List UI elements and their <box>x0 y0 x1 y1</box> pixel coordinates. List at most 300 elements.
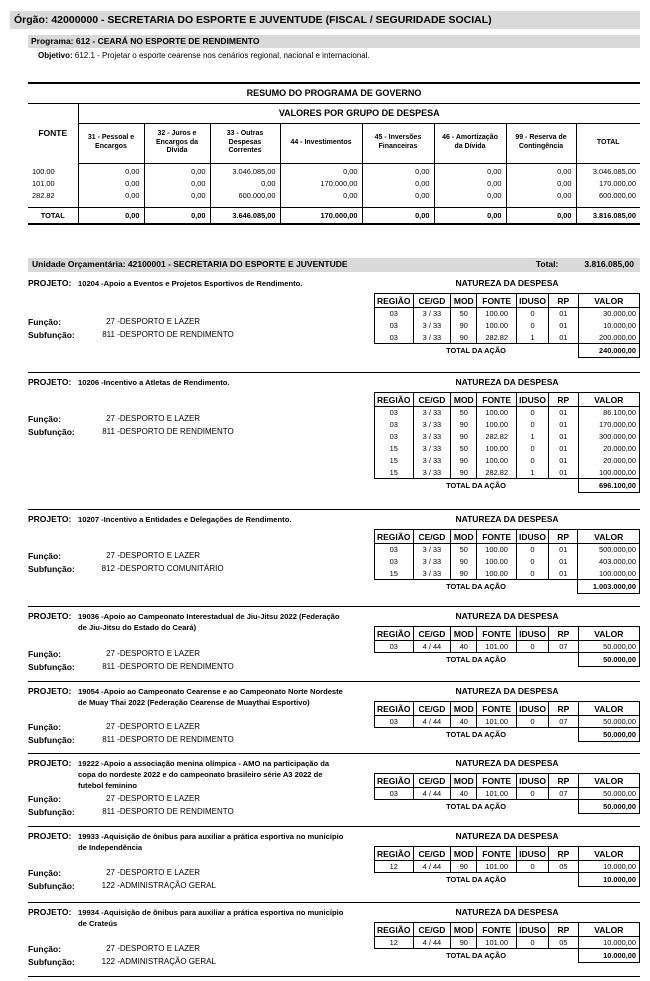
funcao-code: 27 <box>106 551 115 560</box>
natureza-col-header: REGIÃO <box>375 393 414 407</box>
natureza-cell: 50.000,00 <box>578 716 639 728</box>
funcao-code: 27 <box>106 944 115 953</box>
subfuncao-name: DESPORTO DE RENDIMENTO <box>119 330 234 339</box>
resumo-value: 0,00 <box>362 177 434 189</box>
resumo-title: RESUMO DO PROGRAMA DE GOVERNO <box>28 83 640 103</box>
resumo-total-value: 0,00 <box>362 207 434 224</box>
natureza-cell: 200.000,00 <box>578 332 639 344</box>
natureza-cell: 3 / 33 <box>413 556 451 568</box>
natureza-cell: 03 <box>375 431 414 443</box>
resumo-total-value: 0,00 <box>506 207 576 224</box>
resumo-value: 3.046.085,00 <box>592 167 636 177</box>
fonte-header: FONTE <box>28 103 78 163</box>
natureza-col-header: IDUSO <box>517 702 549 716</box>
natureza-cell: 101.00 <box>477 788 517 800</box>
natureza-col-header: MOD <box>451 702 477 716</box>
natureza-row <box>375 568 640 580</box>
natureza-cell: 90 <box>451 861 477 873</box>
natureza-row <box>375 308 640 320</box>
natureza-col-header: IDUSO <box>517 393 549 407</box>
natureza-cell: 3 / 33 <box>413 308 451 320</box>
projeto-name: Aquisição de ônibus para auxiliar a prática esportiva no município de Crateús <box>78 908 344 928</box>
natureza-col-header: MOD <box>451 627 477 641</box>
natureza-col-header: CE/GD <box>413 627 451 641</box>
natureza-table <box>374 392 640 493</box>
natureza-col-header: RP <box>549 702 579 716</box>
resumo-value: 600.000,00 <box>210 189 280 201</box>
natureza-col-header: FONTE <box>477 294 517 308</box>
funcao-label: Função: <box>28 414 62 424</box>
natureza-row <box>375 641 640 653</box>
funcao-code: 27 <box>106 868 115 877</box>
natureza-cell: 01 <box>548 556 577 568</box>
natureza-cell: 0 <box>516 556 548 568</box>
funcao-code: 27 <box>106 722 115 731</box>
natureza-col-header: REGIÃO <box>375 530 414 544</box>
projeto-block <box>28 684 640 754</box>
total-acao-value: 696.100,00 <box>578 479 639 493</box>
natureza-cell: 100.00 <box>477 308 517 320</box>
natureza-cell: 4 / 44 <box>413 641 451 653</box>
resumo-value: 0,00 <box>144 177 210 189</box>
natureza-cell: 05 <box>549 861 579 873</box>
natureza-col-header: VALOR <box>578 774 639 788</box>
programa-header: Programa: 612 - CEARÁ NO ESPORTE DE RENDIMENTO <box>28 35 640 48</box>
resumo-value: 3.046.085,00 <box>210 163 280 177</box>
natureza-cell: 10.000,00 <box>578 861 639 873</box>
resumo-col-header: 46 - Amortização da Dívida <box>434 123 506 163</box>
natureza-cell: 50.000,00 <box>578 788 639 800</box>
resumo-subtitle: VALORES POR GRUPO DE DESPESA <box>78 103 640 123</box>
natureza-row <box>375 443 640 455</box>
natureza-row <box>375 332 640 344</box>
subfuncao-code: 811 <box>102 330 115 339</box>
projeto-name: Apoio ao Campeonato Cearense e ao Campeonato Norte Nordeste de Muay Thai 2022 (Federação Cearense de Muaythai Esportivo) <box>78 687 343 707</box>
natureza-row <box>375 788 640 800</box>
resumo-value: 0,00 <box>78 177 144 189</box>
subfuncao-label: Subfunção: <box>28 957 75 967</box>
resumo-value: 0,00 <box>362 189 434 201</box>
natureza-col-header: VALOR <box>578 627 639 641</box>
natureza-cell: 01 <box>548 544 577 556</box>
natureza-cell: 90 <box>451 556 477 568</box>
projeto-title: PROJETO: 10204 -Apoio a Eventos e Projetos Esportivos de Rendimento. <box>28 278 303 288</box>
natureza-col-header: RP <box>549 393 579 407</box>
natureza-cell: 01 <box>549 419 579 431</box>
resumo-value: 0,00 <box>210 177 280 189</box>
natureza-row <box>375 861 640 873</box>
total-acao-label: TOTAL DA AÇÃO <box>375 653 579 667</box>
natureza-cell: 0 <box>517 937 549 949</box>
natureza-col-header: CE/GD <box>413 774 451 788</box>
natureza-cell: 01 <box>549 455 579 467</box>
natureza-col-header: REGIÃO <box>375 627 414 641</box>
projeto-name: Incentivo a Entidades e Delegações de Rendimento. <box>103 515 292 524</box>
natureza-cell: 03 <box>375 716 414 728</box>
subfuncao-code: 812 <box>101 564 115 573</box>
natureza-cell: 4 / 44 <box>413 937 451 949</box>
natureza-table <box>374 846 640 887</box>
total-acao-label: TOTAL DA AÇÃO <box>375 873 579 887</box>
resumo-value: 0,00 <box>506 177 576 189</box>
natureza-col-header: VALOR <box>578 393 639 407</box>
natureza-cell: 01 <box>549 443 579 455</box>
natureza-cell: 03 <box>375 308 414 320</box>
natureza-cell: 15 <box>375 467 414 479</box>
projeto-block <box>28 829 640 903</box>
natureza-cell: 15 <box>375 443 414 455</box>
natureza-header: NATUREZA DA DESPESA <box>455 758 559 768</box>
natureza-cell: 101.00 <box>477 861 517 873</box>
natureza-col-header: RP <box>549 294 579 308</box>
projeto-code: 19933 <box>78 832 100 841</box>
resumo-value: 0,00 <box>434 189 506 201</box>
subfuncao-line: Subfunção: 122 - ADMINISTRAÇÃO GERAL <box>28 957 216 967</box>
natureza-cell: 90 <box>451 455 477 467</box>
natureza-header: NATUREZA DA DESPESA <box>455 831 559 841</box>
natureza-cell: 10.000,00 <box>578 320 639 332</box>
funcao-name: DESPORTO E LAZER <box>119 317 201 326</box>
funcao-label: Função: <box>28 868 62 878</box>
objetivo <box>38 51 370 60</box>
total-acao-label: TOTAL DA AÇÃO <box>375 949 579 963</box>
natureza-col-header: VALOR <box>578 702 639 716</box>
natureza-cell: 3 / 33 <box>413 332 451 344</box>
resumo-value: 0,00 <box>506 163 576 177</box>
projeto-code: 10207 <box>78 515 100 524</box>
funcao-label: Função: <box>28 794 62 804</box>
subfuncao-line: Subfunção: 812 - DESPORTO COMUNITÁRIO <box>28 564 224 574</box>
natureza-header: NATUREZA DA DESPESA <box>455 686 559 696</box>
natureza-cell: 282.82 <box>477 431 517 443</box>
total-acao-value: 50.000,00 <box>578 653 639 667</box>
subfuncao-code: 811 <box>102 427 115 436</box>
projeto-label: PROJETO: <box>28 377 72 387</box>
natureza-table <box>374 701 640 742</box>
resumo-value: 0,00 <box>144 189 210 201</box>
funcao-line: Função: 27 - DESPORTO E LAZER <box>28 649 201 659</box>
projeto-title: PROJETO: 10206 -Incentivo a Atletas de Rendimento. <box>28 377 230 387</box>
natureza-col-header: VALOR <box>578 923 639 937</box>
resumo-value: 0,00 <box>434 163 506 177</box>
natureza-cell: 05 <box>549 937 579 949</box>
projeto-title: PROJETO: 19934 -Aquisição de ônibus para auxiliar a prática esportiva no município de Crateús <box>28 907 344 928</box>
natureza-col-header: IDUSO <box>517 923 549 937</box>
resumo-fonte: 282.82 <box>28 189 78 201</box>
total-acao-value: 50.000,00 <box>578 728 639 742</box>
natureza-cell: 01 <box>548 568 577 580</box>
subfuncao-line: Subfunção: 122 - ADMINISTRAÇÃO GERAL <box>28 881 216 891</box>
natureza-header: NATUREZA DA DESPESA <box>455 278 559 288</box>
resumo-value: 0,00 <box>434 177 506 189</box>
resumo-col-header: 32 - Juros e Encargos da Dívida <box>144 123 210 163</box>
orgao-header: Órgão: 42000000 - SECRETARIA DO ESPORTE E JUVENTUDE (FISCAL / SEGURIDADE SOCIAL) <box>10 11 640 29</box>
projeto-label: PROJETO: <box>28 514 72 524</box>
natureza-cell: 90 <box>451 419 477 431</box>
natureza-cell: 100.00 <box>477 556 517 568</box>
resumo-fonte: 101.00 <box>28 177 78 189</box>
natureza-cell: 90 <box>451 568 477 580</box>
funcao-name: DESPORTO E LAZER <box>119 944 201 953</box>
natureza-col-header: VALOR <box>578 530 640 544</box>
subfuncao-label: Subfunção: <box>28 735 75 745</box>
resumo-col-header: 33 - Outras Despesas Correntes <box>210 123 280 163</box>
natureza-cell: 3 / 33 <box>413 544 451 556</box>
resumo-total-value: 170.000,00 <box>280 207 362 224</box>
natureza-cell: 403.000,00 <box>578 556 640 568</box>
objetivo-text: 612.1 - Projetar o esporte cearense nos cenários regional, nacional e internacional. <box>74 51 370 60</box>
natureza-cell: 20.000,00 <box>578 443 639 455</box>
funcao-code: 27 <box>106 794 115 803</box>
natureza-cell: 01 <box>549 467 579 479</box>
resumo-table <box>28 82 640 225</box>
objetivo-label: Objetivo: <box>38 51 73 60</box>
natureza-cell: 03 <box>375 788 414 800</box>
natureza-cell: 01 <box>549 332 579 344</box>
funcao-name: DESPORTO E LAZER <box>119 868 201 877</box>
projeto-label: PROJETO: <box>28 278 72 288</box>
natureza-cell: 30.000,00 <box>578 308 639 320</box>
subfuncao-label: Subfunção: <box>28 881 75 891</box>
natureza-col-header: FONTE <box>477 774 517 788</box>
projeto-title: PROJETO: 19222 -Apoio a associação menina olímpica - AMO na participação da copa do nordeste 2022 e do campeonato brasileiro série A3 2022 de futebol feminino <box>28 758 330 790</box>
funcao-line: Função: 27 - DESPORTO E LAZER <box>28 317 201 327</box>
resumo-col-header: 99 - Reserva de Contingência <box>506 123 576 163</box>
natureza-col-header: RP <box>549 923 579 937</box>
natureza-cell: 282.82 <box>477 332 517 344</box>
natureza-cell: 10.000,00 <box>578 937 639 949</box>
total-acao-value: 10.000,00 <box>578 949 639 963</box>
subfuncao-name: ADMINISTRAÇÃO GERAL <box>119 881 216 890</box>
total-acao-label: TOTAL DA AÇÃO <box>375 344 579 358</box>
natureza-header: NATUREZA DA DESPESA <box>455 514 559 524</box>
total-acao-label: TOTAL DA AÇÃO <box>375 580 578 594</box>
natureza-cell: 1 <box>517 332 549 344</box>
natureza-cell: 01 <box>549 407 579 419</box>
natureza-col-header: MOD <box>451 393 477 407</box>
natureza-col-header: FONTE <box>477 847 517 861</box>
natureza-col-header: CE/GD <box>413 923 451 937</box>
natureza-cell: 0 <box>517 320 549 332</box>
natureza-col-header: MOD <box>451 923 477 937</box>
natureza-row <box>375 556 640 568</box>
funcao-line: Função: 27 - DESPORTO E LAZER <box>28 794 201 804</box>
subfuncao-label: Subfunção: <box>28 807 75 817</box>
natureza-col-header: MOD <box>451 294 477 308</box>
funcao-line: Função: 27 - DESPORTO E LAZER <box>28 868 201 878</box>
natureza-cell: 3 / 33 <box>413 419 451 431</box>
projeto-label: PROJETO: <box>28 686 72 696</box>
natureza-cell: 50 <box>451 308 477 320</box>
natureza-row <box>375 455 640 467</box>
subfuncao-code: 122 <box>101 957 115 966</box>
projeto-code: 19934 <box>78 908 100 917</box>
natureza-cell: 0 <box>517 443 549 455</box>
projeto-name: Incentivo a Atletas de Rendimento. <box>103 378 230 387</box>
natureza-col-header: RP <box>548 530 577 544</box>
subfuncao-code: 122 <box>101 881 115 890</box>
natureza-cell: 01 <box>549 320 579 332</box>
natureza-cell: 4 / 44 <box>413 716 451 728</box>
funcao-line: Função: 27 - DESPORTO E LAZER <box>28 944 201 954</box>
unidade-label: Unidade Orçamentária: 42100001 - SECRETARIA DO ESPORTE E JUVENTUDE <box>32 259 348 269</box>
funcao-name: DESPORTO E LAZER <box>119 649 201 658</box>
projeto-block <box>28 512 640 607</box>
natureza-table <box>374 529 640 594</box>
natureza-cell: 0 <box>517 788 549 800</box>
resumo-row <box>28 189 640 201</box>
natureza-cell: 3 / 33 <box>413 568 451 580</box>
resumo-value: 170.000,00 <box>280 177 362 189</box>
resumo-value: 0,00 <box>506 189 576 201</box>
resumo-value: 0,00 <box>362 163 434 177</box>
projeto-block <box>28 375 640 510</box>
total-acao-value: 240.000,00 <box>578 344 639 358</box>
natureza-cell: 3 / 33 <box>413 455 451 467</box>
natureza-cell: 170.000,00 <box>578 419 639 431</box>
natureza-cell: 0 <box>517 419 549 431</box>
natureza-col-header: IDUSO <box>517 847 549 861</box>
natureza-cell: 40 <box>451 641 477 653</box>
subfuncao-name: DESPORTO DE RENDIMENTO <box>119 735 234 744</box>
natureza-col-header: REGIÃO <box>375 847 414 861</box>
natureza-cell: 3 / 33 <box>413 431 451 443</box>
natureza-cell: 100.00 <box>477 455 517 467</box>
natureza-cell: 0 <box>517 716 549 728</box>
natureza-col-header: CE/GD <box>413 393 451 407</box>
natureza-row <box>375 431 640 443</box>
subfuncao-name: DESPORTO DE RENDIMENTO <box>119 662 234 671</box>
natureza-cell: 50.000,00 <box>578 641 639 653</box>
natureza-table <box>374 626 640 667</box>
natureza-col-header: MOD <box>451 530 477 544</box>
resumo-col-header: TOTAL <box>576 123 640 163</box>
resumo-total-row <box>28 207 640 224</box>
subfuncao-label: Subfunção: <box>28 564 75 574</box>
natureza-cell: 40 <box>451 716 477 728</box>
natureza-cell: 07 <box>549 716 579 728</box>
subfuncao-name: DESPORTO DE RENDIMENTO <box>119 427 234 436</box>
resumo-total-label: TOTAL <box>28 207 78 224</box>
funcao-line: Função: 27 - DESPORTO E LAZER <box>28 414 201 424</box>
subfuncao-label: Subfunção: <box>28 427 75 437</box>
natureza-cell: 100.00 <box>477 544 517 556</box>
natureza-col-header: CE/GD <box>413 530 451 544</box>
natureza-cell: 3 / 33 <box>413 407 451 419</box>
natureza-cell: 0 <box>517 861 549 873</box>
natureza-cell: 15 <box>375 455 414 467</box>
natureza-col-header: RP <box>549 847 579 861</box>
projeto-code: 10204 <box>78 279 100 288</box>
projeto-title: PROJETO: 19036 -Apoio ao Campeonato Interestadual de Jiu-Jitsu 2022 (Federação de Jiu-Jitsu do Estado do Ceará) <box>28 611 340 632</box>
natureza-cell: 1 <box>517 431 549 443</box>
natureza-cell: 101.00 <box>477 716 517 728</box>
subfuncao-label: Subfunção: <box>28 662 75 672</box>
subfuncao-line: Subfunção: 811 - DESPORTO DE RENDIMENTO <box>28 330 234 340</box>
natureza-col-header: FONTE <box>477 702 517 716</box>
projeto-label: PROJETO: <box>28 611 72 621</box>
unidade-total-value: 3.816.085,00 <box>584 259 634 269</box>
natureza-cell: 101.00 <box>477 937 517 949</box>
total-acao-label: TOTAL DA AÇÃO <box>375 800 579 814</box>
funcao-label: Função: <box>28 551 62 561</box>
total-acao-label: TOTAL DA AÇÃO <box>375 479 579 493</box>
total-acao-label: TOTAL DA AÇÃO <box>375 728 579 742</box>
projeto-name: Apoio ao Campeonato Interestadual de Jiu-Jitsu 2022 (Federação de Jiu-Jitsu do Estado do Ceará) <box>78 612 340 632</box>
resumo-total-value: 3.646.085,00 <box>210 207 280 224</box>
natureza-col-header: MOD <box>451 774 477 788</box>
natureza-table <box>374 922 640 963</box>
funcao-label: Função: <box>28 944 62 954</box>
subfuncao-line: Subfunção: 811 - DESPORTO DE RENDIMENTO <box>28 662 234 672</box>
natureza-cell: 100.00 <box>477 320 517 332</box>
natureza-cell: 4 / 44 <box>413 861 451 873</box>
funcao-label: Função: <box>28 317 62 327</box>
natureza-row <box>375 544 640 556</box>
natureza-cell: 0 <box>517 308 549 320</box>
natureza-cell: 03 <box>375 407 414 419</box>
natureza-cell: 282.82 <box>477 467 517 479</box>
natureza-col-header: RP <box>549 774 579 788</box>
natureza-col-header: CE/GD <box>413 702 451 716</box>
unidade-header <box>28 258 640 272</box>
funcao-name: DESPORTO E LAZER <box>119 551 201 560</box>
natureza-header: NATUREZA DA DESPESA <box>455 907 559 917</box>
subfuncao-line: Subfunção: 811 - DESPORTO DE RENDIMENTO <box>28 807 234 817</box>
natureza-cell: 86.100,00 <box>578 407 639 419</box>
natureza-col-header: REGIÃO <box>375 294 414 308</box>
natureza-cell: 3 / 33 <box>413 443 451 455</box>
projeto-block <box>28 905 640 977</box>
subfuncao-code: 811 <box>102 662 115 671</box>
natureza-col-header: IDUSO <box>517 627 549 641</box>
natureza-cell: 0 <box>517 407 549 419</box>
natureza-cell: 12 <box>375 937 414 949</box>
resumo-col-header: 45 - Inversões Financeiras <box>362 123 434 163</box>
natureza-col-header: CE/GD <box>413 294 451 308</box>
natureza-cell: 03 <box>375 544 414 556</box>
natureza-col-header: VALOR <box>578 847 639 861</box>
total-acao-value: 10.000,00 <box>578 873 639 887</box>
natureza-cell: 3 / 33 <box>413 320 451 332</box>
subfuncao-name: ADMINISTRAÇÃO GERAL <box>119 957 216 966</box>
projeto-name: Aquisição de ônibus para auxiliar a prática esportiva no município de Independência <box>78 832 344 852</box>
natureza-row <box>375 407 640 419</box>
natureza-cell: 0 <box>516 544 548 556</box>
subfuncao-code: 811 <box>102 807 115 816</box>
natureza-col-header: FONTE <box>477 923 517 937</box>
subfuncao-name: DESPORTO COMUNITÁRIO <box>119 564 224 573</box>
natureza-header: NATUREZA DA DESPESA <box>455 377 559 387</box>
natureza-cell: 15 <box>375 568 414 580</box>
projeto-title: PROJETO: 10207 -Incentivo a Entidades e Delegações de Rendimento. <box>28 514 292 524</box>
natureza-cell: 40 <box>451 788 477 800</box>
natureza-cell: 90 <box>451 937 477 949</box>
natureza-col-header: MOD <box>451 847 477 861</box>
natureza-cell: 07 <box>549 788 579 800</box>
natureza-cell: 03 <box>375 641 414 653</box>
projeto-block <box>28 276 640 373</box>
natureza-cell: 90 <box>451 467 477 479</box>
unidade-total-label: Total: <box>535 259 559 269</box>
projeto-name: Apoio a associação menina olímpica - AMO na participação da copa do nordeste 2022 e do campeonato brasileiro série A3 2022 de futebol feminino <box>78 759 330 790</box>
natureza-col-header: FONTE <box>477 393 517 407</box>
natureza-table <box>374 773 640 814</box>
projeto-block <box>28 756 640 827</box>
natureza-cell: 3 / 33 <box>413 467 451 479</box>
funcao-name: DESPORTO E LAZER <box>119 794 201 803</box>
funcao-code: 27 <box>106 649 115 658</box>
